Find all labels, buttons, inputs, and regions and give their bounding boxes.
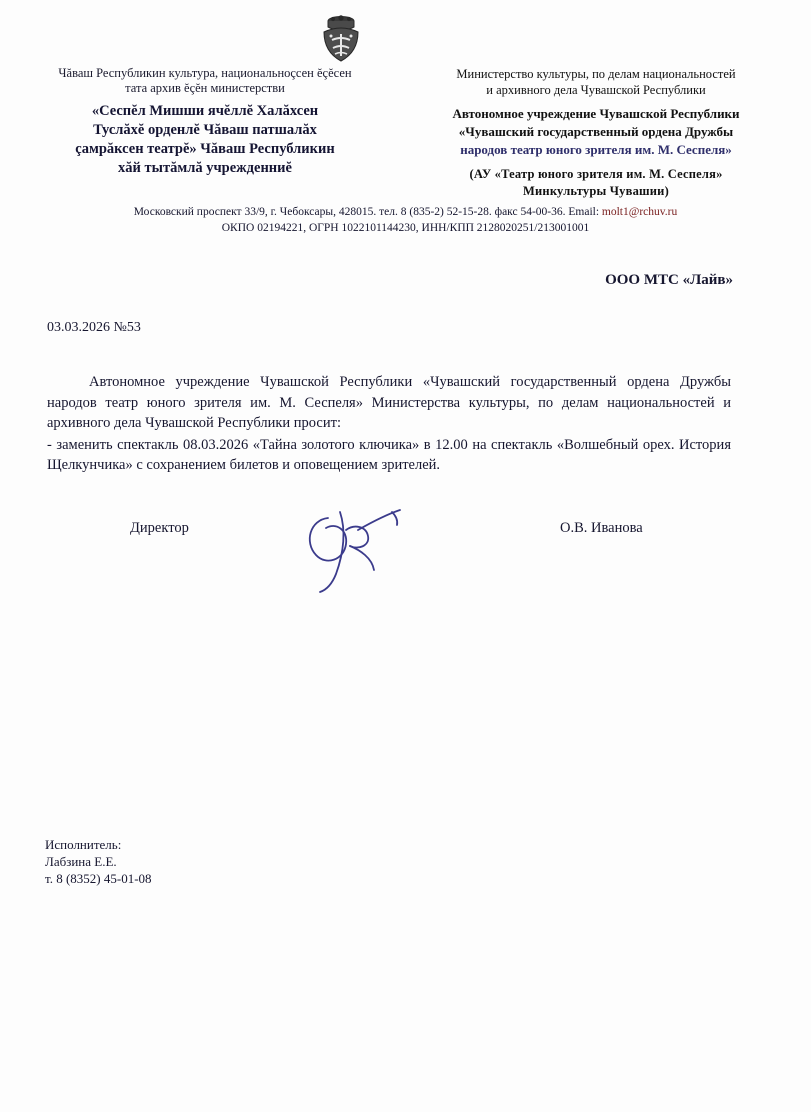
russian-ministry-line1: Министерство культуры, по делам национальностей xyxy=(456,67,736,81)
contact-address-phone: Московский проспект 33/9, г. Чебоксары, 428015. тел. 8 (835-2) 52-15-28. факс 54-00-36. Email: xyxy=(133,206,602,218)
chuvash-org-line3: çамрăксен театрĕ» Чăваш Республикин xyxy=(75,141,335,157)
executor-block xyxy=(45,836,152,887)
russian-org-short-line2: Минкультуры Чувашии) xyxy=(523,184,669,198)
russian-org-line3: народов театр юного зрителя им. М. Сеспеля» xyxy=(460,142,732,157)
russian-ministry-line2: и архивного дела Чувашской Республики xyxy=(486,83,706,97)
signer-name: О.В. Иванова xyxy=(560,520,643,536)
addressee: ООО МТС «Лайв» xyxy=(605,272,733,288)
body-request-item: - заменить спектакль 08.03.2026 «Тайна золотого ключика» в 12.00 на спектакль «Волшебный орех. История Щелкунчика» с сохранением билетов и оповещением зрителей. xyxy=(47,436,731,473)
signer-position: Директор xyxy=(130,520,189,536)
chuvash-ministry-line1: Чăваш Республикин культура, национальноçсен ĕçĕсен xyxy=(58,66,352,80)
contact-line-1 xyxy=(0,204,811,220)
chuvash-org-line1: «Сеспĕл Мишши ячĕллĕ Халăхсен xyxy=(91,103,319,119)
executor-name: Лабзина Е.Е. xyxy=(45,854,117,869)
russian-org-line1: Автономное учреждение Чувашской Республики xyxy=(452,106,740,121)
russian-org-short-line1: (АУ «Театр юного зрителя им. М. Сеспеля» xyxy=(469,167,723,181)
document-number-date: 03.03.2026 №53 xyxy=(47,320,141,335)
letterhead xyxy=(0,66,811,200)
body-paragraph-1: Автономное учреждение Чувашской Республики «Чувашский государственный ордена Дружбы народов театр юного зрителя им. М. Сеспеля» Министерства культуры, по делам национальностей и архивного дела Чувашской Республики просит: xyxy=(47,374,731,431)
document-body xyxy=(47,372,731,476)
executor-phone: т. 8 (8352) 45-01-08 xyxy=(45,871,152,886)
handwritten-signature-icon xyxy=(288,500,428,595)
chuvash-org-line2: Туслăхĕ орденлĕ Чăваш патшалăх xyxy=(93,122,317,138)
contact-block xyxy=(0,204,811,236)
chuvash-org-line4: хăй тытăмлă учрежденниĕ xyxy=(118,160,292,176)
russian-org-line2: «Чувашский государственный ордена Дружбы xyxy=(458,124,734,139)
executor-label: Исполнитель: xyxy=(45,837,122,852)
letterhead-russian xyxy=(421,66,771,200)
contact-email[interactable]: molt1@rchuv.ru xyxy=(601,206,678,218)
chuvash-ministry-line2: тата архив ĕçĕн министерстви xyxy=(125,81,285,95)
letterhead-chuvash xyxy=(40,66,370,200)
contact-line-2: ОКПО 02194221, ОГРН 1022101144230, ИНН/КПП 2128020251/213001001 xyxy=(221,222,590,234)
chuvashia-coat-of-arms-icon xyxy=(318,12,364,64)
